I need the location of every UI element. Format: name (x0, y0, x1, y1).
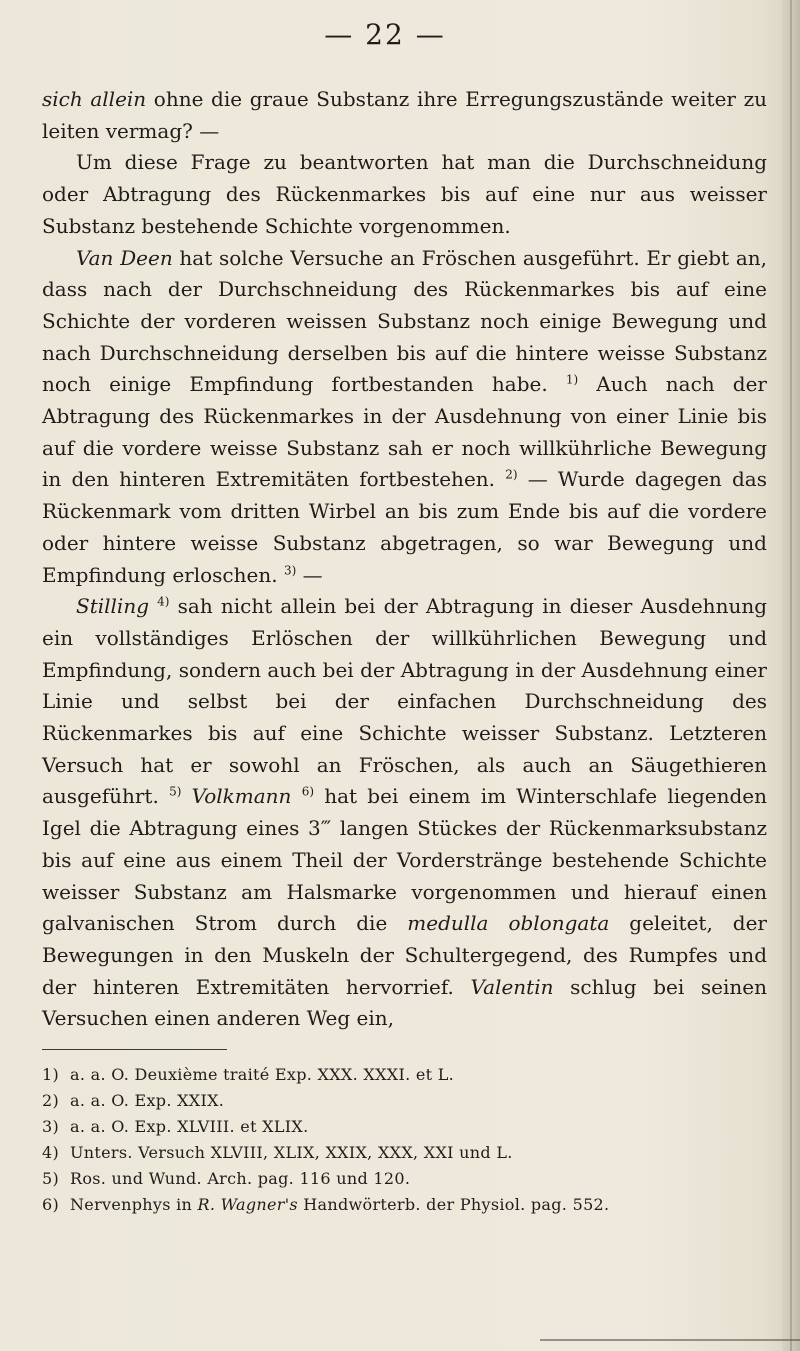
author-name: Valentin (470, 974, 554, 999)
footnote-author: R. Wagner's (197, 1195, 298, 1215)
footnote-ref[interactable]: 5) (169, 784, 182, 799)
text-run: hat bei einem im Winterschlafe liegenden Igel die Abtragung eines 3‴ langen Stückes der Rückenmarksubstanz bis auf eine aus einem Theil der Vorderstränge bestehende Schichte weisser Substanz am Halsmarke vorgenommen und hierauf einen galvanischen Strom durch die (42, 784, 768, 936)
text-run: ohne die graue Substanz ihre Erregungszustände weiter zu leiten vermag? — (42, 87, 767, 143)
footnote-label: 5) (42, 1169, 60, 1189)
text-run: — (296, 562, 323, 587)
footnote-ref[interactable]: 2) (505, 467, 518, 482)
footnotes (42, 1062, 767, 1218)
footnote-label: 3) (42, 1117, 60, 1137)
page-content (42, 84, 767, 1218)
paragraph-stilling (42, 591, 767, 1035)
footnote-6 (42, 1192, 767, 1218)
footnote-text: Ros. und Wund. Arch. pag. 116 und 120. (70, 1169, 411, 1189)
footnote-ref[interactable]: 1) (565, 372, 579, 387)
text-run: hat solche Versuche an Fröschen ausgeführt. Er giebt an, dass nach der Durchschneidung des Rückenmarkes bis auf eine Schichte der vorderen weissen Substanz noch einige Bewegung und nach Durchschneidung derselben bis auf die hintere weisse Substanz noch einige Empfindung fortbestanden habe. (42, 245, 767, 397)
author-name: Van Deen (76, 245, 173, 270)
page-number: — 22 — (324, 18, 446, 51)
text-run: — Wurde dagegen das Rückenmark vom dritten Wirbel an bis zum Ende bis auf die vordere oder hintere weisse Substanz abgetragen, so war Bewegung und Empfindung erloschen. (42, 467, 767, 587)
emphasis-text: sich allein (42, 87, 147, 111)
text-run: Auch nach der Abtragung des Rückenmarkes in der Ausdehnung von einer Linie bis auf die vordere weisse Substanz sah er noch willkührliche Bewegung in den hinteren Extremitäten fortbestehen. (42, 372, 767, 492)
author-name: Stilling (76, 594, 150, 619)
footnote-label: 6) (42, 1195, 60, 1215)
footnote-label: 1) (42, 1065, 60, 1085)
paragraph-continuation (42, 84, 767, 147)
footnote-label: 2) (42, 1091, 60, 1111)
footnote-ref[interactable]: 6) (301, 784, 315, 799)
emphasis-text: medulla oblongata (407, 911, 610, 936)
footnote-text: Handwörterb. der Physiol. pag. 552. (297, 1195, 610, 1215)
footnote-text: a. a. O. Exp. XLVIII. et XLIX. (70, 1117, 309, 1137)
body-text (42, 84, 767, 1035)
text-run: sah nicht allein bei der Abtragung in dieser Ausdehnung ein vollständiges Erlöschen der willkührlichen Bewegung und Empfindung, sondern auch bei der Abtragung in der Ausdehnung einer Linie und selbst bei der einfachen Durchschneidung des Rückenmarkes bis auf eine Schichte weisser Substanz. Letzteren Versuch hat er sowohl an Fröschen, als auch an Säugethieren ausgeführt. (42, 594, 768, 809)
footnote-5 (42, 1166, 767, 1192)
footnote-text: Unters. Versuch XLVIII, XLIX, XXIX, XXX, XXI und L. (70, 1143, 513, 1163)
footnote-ref[interactable]: 3) (283, 562, 297, 577)
footnote-text: a. a. O. Exp. XXIX. (70, 1091, 225, 1111)
paragraph-van-deen (42, 243, 767, 592)
footnote-separator (42, 1049, 227, 1050)
footnote-1 (42, 1062, 767, 1088)
paragraph-question (42, 147, 767, 242)
footnote-4 (42, 1140, 767, 1166)
author-name: Volkmann (191, 784, 292, 809)
footnote-text: Nervenphys in (70, 1195, 198, 1215)
footnote-2 (42, 1088, 767, 1114)
footnote-3 (42, 1114, 767, 1140)
footnote-text: a. a. O. Deuxième traité Exp. XXX. XXXI. et L. (70, 1065, 455, 1085)
bottom-rule (540, 1339, 800, 1341)
text-run: Um diese Frage zu beantworten hat man die Durchschneidung oder Abtragung des Rückenmarkes bis auf eine nur aus weisser Substanz bestehende Schichte vorgenommen. (42, 150, 767, 238)
text-run: schlug bei seinen Versuchen einen anderen Weg ein, (42, 974, 767, 1031)
footnote-ref[interactable]: 4) (157, 594, 170, 609)
page-edge-line (790, 0, 792, 1351)
text-run: geleitet, der Bewegungen in den Muskeln der Schultergegend, des Rumpfes und der hinteren Extremitäten hervorrief. (42, 911, 767, 999)
footnote-label: 4) (42, 1143, 60, 1163)
